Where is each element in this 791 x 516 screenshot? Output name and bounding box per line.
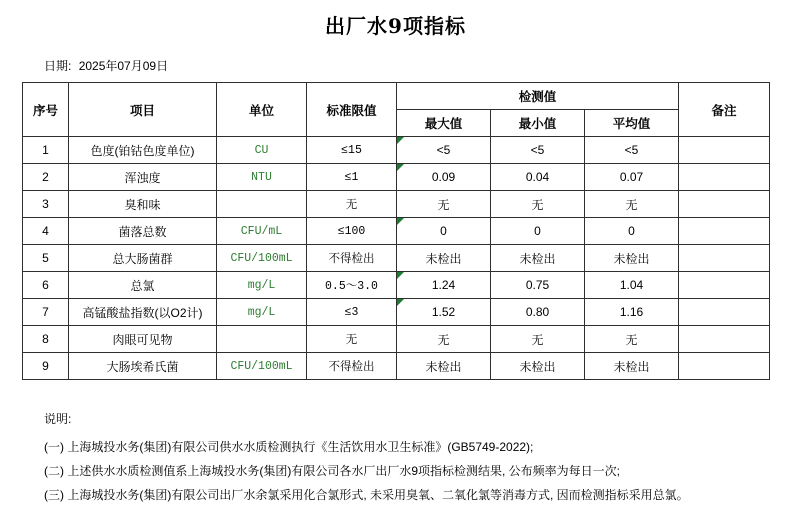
cell-remark (679, 245, 770, 272)
cell-limit: ≤1 (307, 164, 397, 191)
notes-section (44, 408, 791, 506)
cell-limit: 不得检出 (307, 245, 397, 272)
cell-min: 0.75 (491, 272, 585, 299)
cell-item: 肉眼可见物 (69, 326, 217, 353)
cell-min: 未检出 (491, 353, 585, 380)
cell-limit: 不得检出 (307, 353, 397, 380)
cell-max: 0.09 (397, 164, 491, 191)
table-row (23, 245, 770, 272)
table-row (23, 299, 770, 326)
cell-min: 0.80 (491, 299, 585, 326)
cell-unit: CFU/100mL (217, 353, 307, 380)
cell-avg: 1.04 (585, 272, 679, 299)
table-row (23, 326, 770, 353)
cell-min: <5 (491, 137, 585, 164)
cell-remark (679, 137, 770, 164)
notes-title: 说明: (44, 412, 72, 426)
cell-min: 0.04 (491, 164, 585, 191)
cell-avg: 1.16 (585, 299, 679, 326)
cell-item: 浑浊度 (69, 164, 217, 191)
cell-remark (679, 299, 770, 326)
cell-item: 菌落总数 (69, 218, 217, 245)
cell-limit: ≤100 (307, 218, 397, 245)
header-min: 最小值 (491, 110, 585, 137)
cell-max: 未检出 (397, 353, 491, 380)
cell-remark (679, 272, 770, 299)
note-line: (三) 上海城投水务(集团)有限公司出厂水余氯采用化合氯形式, 未采用臭氧、二氧化氯等消毒方式, 因而检测指标采用总氯。 (44, 488, 689, 502)
header-max: 最大值 (397, 110, 491, 137)
cell-avg: <5 (585, 137, 679, 164)
cell-avg: 无 (585, 326, 679, 353)
cell-max: 1.24 (397, 272, 491, 299)
cell-max: 未检出 (397, 245, 491, 272)
cell-item: 色度(铂钴色度单位) (69, 137, 217, 164)
cell-unit (217, 326, 307, 353)
cell-remark (679, 218, 770, 245)
cell-item: 总氯 (69, 272, 217, 299)
cell-no: 9 (23, 353, 69, 380)
cell-item: 臭和味 (69, 191, 217, 218)
cell-unit: CU (217, 137, 307, 164)
cell-remark (679, 326, 770, 353)
cell-remark (679, 164, 770, 191)
table-row (23, 164, 770, 191)
cell-no: 4 (23, 218, 69, 245)
note-line: (一) 上海城投水务(集团)有限公司供水水质检测执行《生活饮用水卫生标准》(GB5749-2022); (44, 440, 534, 454)
cell-no: 3 (23, 191, 69, 218)
cell-remark (679, 191, 770, 218)
table-header-row-1 (23, 83, 770, 110)
cell-limit: 0.5～3.0 (307, 272, 397, 299)
cell-max: 1.52 (397, 299, 491, 326)
header-no: 序号 (23, 83, 69, 137)
indicator-table (22, 82, 770, 380)
cell-limit: 无 (307, 326, 397, 353)
cell-min: 无 (491, 191, 585, 218)
cell-no: 1 (23, 137, 69, 164)
header-item: 项目 (69, 83, 217, 137)
cell-no: 5 (23, 245, 69, 272)
table-row (23, 137, 770, 164)
cell-min: 无 (491, 326, 585, 353)
cell-limit: 无 (307, 191, 397, 218)
header-remark: 备注 (679, 83, 770, 137)
table-row (23, 218, 770, 245)
header-measured: 检测值 (397, 83, 679, 110)
cell-item: 大肠埃希氏菌 (69, 353, 217, 380)
cell-limit: ≤3 (307, 299, 397, 326)
cell-unit: mg/L (217, 272, 307, 299)
cell-avg: 未检出 (585, 353, 679, 380)
cell-avg: 0.07 (585, 164, 679, 191)
cell-no: 2 (23, 164, 69, 191)
cell-item: 高锰酸盐指数(以O2计) (69, 299, 217, 326)
cell-max: 无 (397, 191, 491, 218)
cell-item: 总大肠菌群 (69, 245, 217, 272)
table-row (23, 191, 770, 218)
cell-no: 6 (23, 272, 69, 299)
header-unit: 单位 (217, 83, 307, 137)
page-title: 出厂水9项指标 (325, 14, 466, 38)
date-label: 日期: (44, 59, 72, 73)
cell-unit: mg/L (217, 299, 307, 326)
cell-avg: 0 (585, 218, 679, 245)
report-date (44, 57, 791, 74)
header-limit: 标准限值 (307, 83, 397, 137)
cell-avg: 未检出 (585, 245, 679, 272)
cell-max: <5 (397, 137, 491, 164)
cell-unit: NTU (217, 164, 307, 191)
cell-unit: CFU/mL (217, 218, 307, 245)
cell-limit: ≤15 (307, 137, 397, 164)
header-avg: 平均值 (585, 110, 679, 137)
cell-avg: 无 (585, 191, 679, 218)
date-value: 2025年07月09日 (78, 59, 169, 73)
cell-remark (679, 353, 770, 380)
cell-unit (217, 191, 307, 218)
cell-max: 无 (397, 326, 491, 353)
cell-unit: CFU/100mL (217, 245, 307, 272)
cell-no: 8 (23, 326, 69, 353)
cell-no: 7 (23, 299, 69, 326)
cell-min: 未检出 (491, 245, 585, 272)
note-line: (二) 上述供水水质检测值系上海城投水务(集团)有限公司各水厂出厂水9项指标检测结果, 公布频率为每日一次; (44, 464, 620, 478)
table-row (23, 353, 770, 380)
table-row (23, 272, 770, 299)
cell-min: 0 (491, 218, 585, 245)
cell-max: 0 (397, 218, 491, 245)
